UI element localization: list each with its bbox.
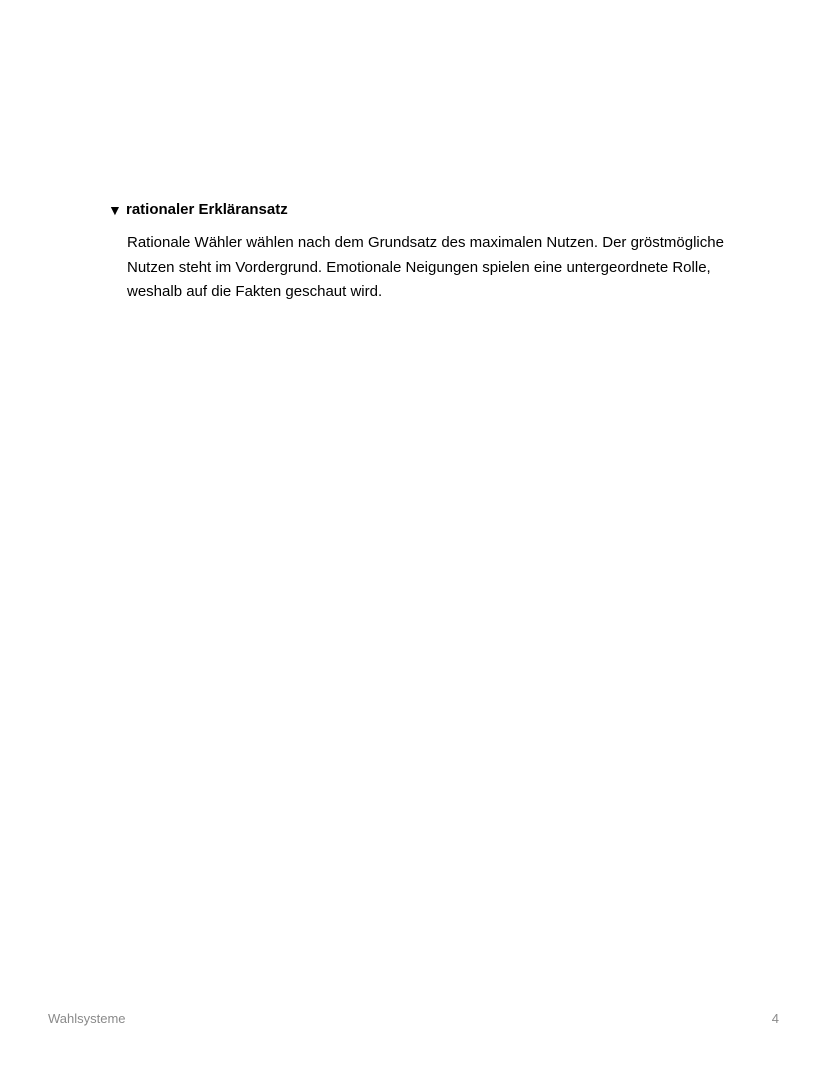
toggle-title: rationaler Erkläransatz (126, 201, 288, 218)
toggle-block (108, 199, 728, 305)
triangle-down-icon[interactable]: ▼ (108, 202, 122, 218)
footer-page-number: 4 (771, 1011, 779, 1026)
toggle-header[interactable] (108, 199, 728, 221)
footer-document-title: Wahlsysteme (48, 1011, 126, 1026)
toggle-body-text: Rationale Wähler wählen nach dem Grundsatz des maximalen Nutzen. Der gröstmögliche Nutzen steht im Vordergrund. Emotionale Neigungen spielen eine untergeordnete Rolle, weshalb auf die Fakten geschaut wird. (127, 234, 724, 300)
